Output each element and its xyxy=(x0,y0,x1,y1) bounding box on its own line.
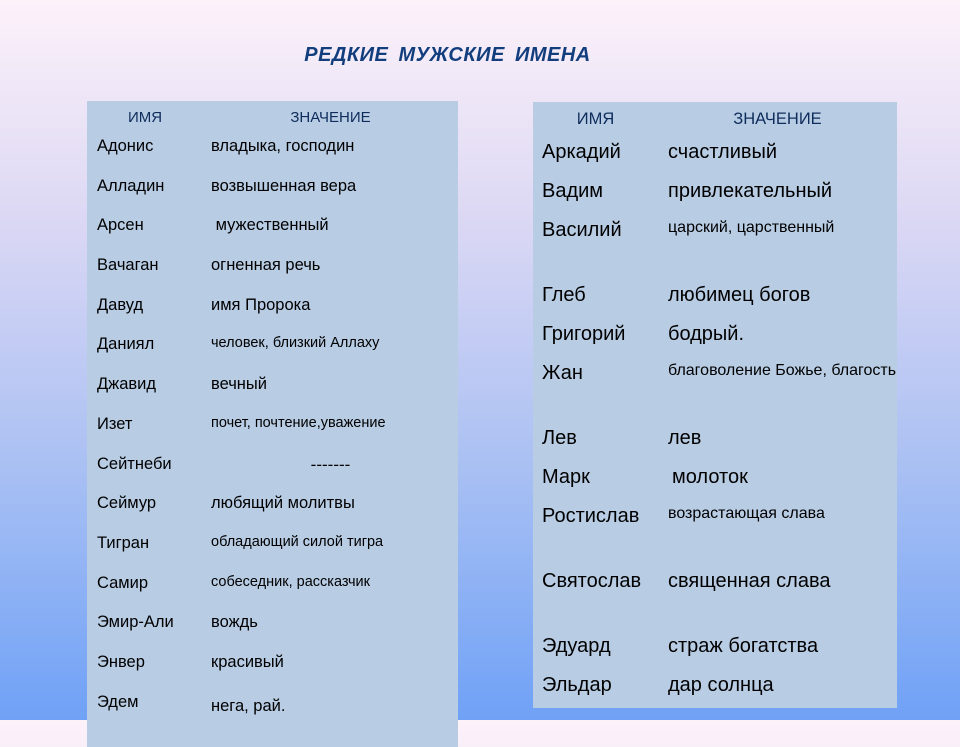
name-cell: Марк xyxy=(542,466,590,488)
table-row xyxy=(87,411,458,451)
name-cell: Изет xyxy=(97,414,133,433)
table-row xyxy=(533,136,897,175)
page-title: РЕДКИЕ МУЖСКИЕ ИМЕНА xyxy=(304,44,591,66)
table-row xyxy=(87,490,458,530)
table-row xyxy=(87,371,458,411)
meaning-cell: лев xyxy=(668,427,702,449)
name-cell: Давуд xyxy=(97,295,144,314)
right-names-table xyxy=(533,102,897,708)
table-row xyxy=(533,461,897,500)
table-header-row xyxy=(533,102,897,136)
table-row xyxy=(87,689,458,747)
table-row xyxy=(87,570,458,610)
name-cell: Сейтнеби xyxy=(97,454,172,473)
table-row xyxy=(533,357,897,422)
table-row xyxy=(533,500,897,565)
table-row xyxy=(533,279,897,318)
table-row xyxy=(533,214,897,279)
header-name: ИМЯ xyxy=(127,108,163,126)
name-cell: Самир xyxy=(97,573,149,592)
meaning-cell: любимец богов xyxy=(668,284,811,306)
meaning-cell: привлекательный xyxy=(668,180,833,202)
header-meaning: ЗНАЧЕНИЕ xyxy=(733,109,822,128)
name-cell: Жан xyxy=(542,362,583,384)
name-cell: Эдем xyxy=(97,692,139,711)
meaning-cell: страж богатства xyxy=(668,635,819,657)
name-cell: Григорий xyxy=(542,323,626,345)
table-row xyxy=(533,669,897,708)
table-row xyxy=(533,422,897,461)
name-cell: Тигран xyxy=(97,533,150,552)
meaning-cell: царский, царственный xyxy=(668,219,835,236)
meaning-cell: владыка, господин xyxy=(211,137,355,155)
left-names-table xyxy=(87,101,458,747)
table-row xyxy=(533,565,897,630)
name-cell: Джавид xyxy=(97,375,156,394)
name-cell: Аркадий xyxy=(542,141,621,163)
name-cell: Эмир-Али xyxy=(97,613,174,632)
table-row xyxy=(87,609,458,649)
meaning-cell: обладающий силой тигра xyxy=(211,533,384,550)
meaning-cell: ------- xyxy=(310,454,351,474)
meaning-cell: бодрый. xyxy=(668,323,745,345)
meaning-cell: красивый xyxy=(211,652,284,671)
table-row xyxy=(87,252,458,292)
meaning-cell: мужественный xyxy=(211,216,329,235)
table-row xyxy=(533,175,897,214)
table-row xyxy=(87,331,458,371)
name-cell: Вачаган xyxy=(97,256,159,275)
meaning-cell: почет, почтение,уважение xyxy=(211,414,386,431)
meaning-cell: имя Пророка xyxy=(211,295,311,314)
table-row xyxy=(87,133,458,173)
header-name: ИМЯ xyxy=(576,109,615,128)
table-row xyxy=(87,451,458,491)
table-row xyxy=(87,649,458,689)
table-row xyxy=(87,530,458,570)
name-cell: Василий xyxy=(542,219,622,241)
name-cell: Эльдар xyxy=(542,674,612,696)
name-cell: Лев xyxy=(542,427,577,449)
meaning-cell: возрастающая слава xyxy=(668,505,825,522)
table-row xyxy=(533,630,897,669)
name-cell: Вадим xyxy=(542,180,604,202)
meaning-cell: возвышенная вера xyxy=(211,176,357,195)
meaning-cell: счастливый xyxy=(668,141,778,163)
meaning-cell: дар солнца xyxy=(668,674,774,696)
meaning-cell: нега, рай. xyxy=(211,696,286,715)
name-cell: Сеймур xyxy=(97,494,157,513)
name-cell: Эдуард xyxy=(542,635,611,657)
table-row xyxy=(87,173,458,213)
meaning-cell: человек, близкий Аллаху xyxy=(211,335,380,352)
meaning-cell: собеседник, рассказчик xyxy=(211,573,371,590)
meaning-cell: вождь xyxy=(211,613,258,632)
table-row xyxy=(533,318,897,357)
meaning-cell: священная слава xyxy=(668,570,831,592)
name-cell: Даниял xyxy=(97,335,155,354)
meaning-cell: молоток xyxy=(672,466,748,488)
header-meaning: ЗНАЧЕНИЕ xyxy=(290,108,371,126)
name-cell: Глеб xyxy=(542,284,586,306)
name-cell: Святослав xyxy=(542,570,642,592)
table-row xyxy=(87,212,458,252)
table-row xyxy=(87,292,458,332)
meaning-cell: благоволение Божье, благость xyxy=(668,362,897,379)
name-cell: Энвер xyxy=(97,652,145,671)
name-cell: Адонис xyxy=(97,137,154,155)
name-cell: Арсен xyxy=(97,216,144,235)
name-cell: Ростислав xyxy=(542,505,640,527)
meaning-cell: огненная речь xyxy=(211,256,321,275)
name-cell: Алладин xyxy=(97,176,165,195)
table-header-row xyxy=(87,101,458,133)
meaning-cell: любящий молитвы xyxy=(211,494,355,513)
meaning-cell: вечный xyxy=(211,375,267,394)
